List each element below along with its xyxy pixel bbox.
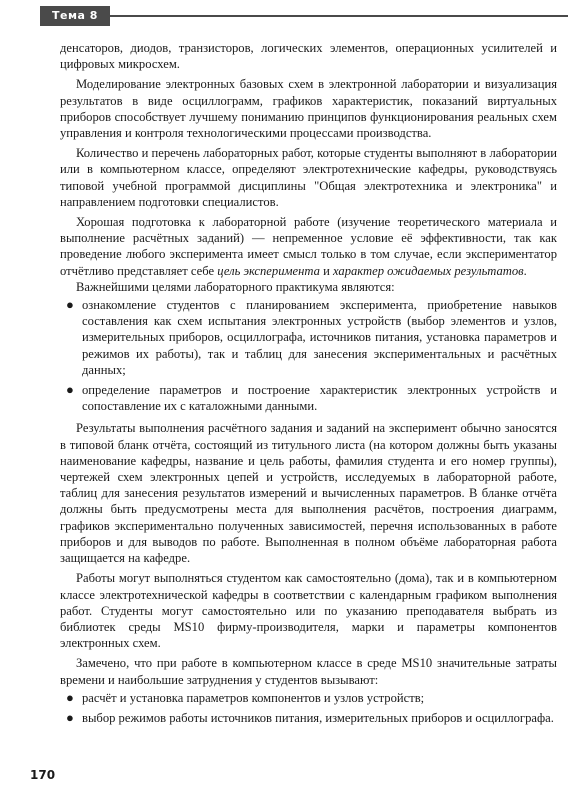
difficulties-list	[60, 690, 557, 726]
paragraph-text: и	[319, 263, 333, 278]
running-header	[40, 6, 568, 26]
list-item-text: ознакомление студентов с планированием эксперимента, приобретение навыков составления как схем испытания электронных устройств (выбор элементов и узлов, измерительных приборов, осциллографа, источников питания, установка параметров и режимов их работы), так и таблиц для занесения экспериментальных и расчётных данных;	[82, 298, 557, 377]
list-item	[60, 382, 557, 414]
paragraph	[60, 214, 557, 279]
paragraph-text: .	[523, 263, 527, 278]
list-item	[60, 710, 557, 726]
chapter-label: Тема 8	[40, 6, 110, 26]
page-body	[60, 40, 557, 732]
list-item-text: выбор режимов работы источников питания, измерительных приборов и осциллографа.	[82, 710, 554, 725]
bullet-icon: ●	[66, 297, 74, 313]
emphasis-text: характер ожидаемых результатов	[332, 263, 524, 278]
emphasis-text: цель эксперимента	[217, 263, 320, 278]
bullet-icon: ●	[66, 689, 74, 705]
paragraph: Результаты выполнения расчётного задания и заданий на эксперимент обычно заносятся в типовой бланк отчёта, состоящий из титульного листа (на котором должны быть указаны наименование кафедры, название и цель работы, фамилия студента и его номер группы), чертежей схем электронных цепей и устройств, исследуемых в лабораторной работе, таблиц для занесения результатов измерений и вычисленных параметров. В бланке отчёта должны быть предусмотрены места для выполнения расчётов, построения диаграмм, графиков экспериментально полученных зависимостей, перечня использованных в работе приборов и для выводов по работе. Выполненная в полном объёме лабораторная работа защищается на кафедре.	[60, 421, 557, 566]
paragraph: Замечено, что при работе в компьютерном классе в среде MS10 значительные затраты времени и наибольшие затруднения у студентов вызывают:	[60, 656, 557, 687]
list-item	[60, 690, 557, 706]
list-item-text: расчёт и установка параметров компонентов и узлов устройств;	[82, 690, 425, 705]
list-item	[60, 297, 557, 378]
paragraph: Работы могут выполняться студентом как самостоятельно (дома), так и в компьютерном классе электротехнической кафедры в соответствии с календарным графиком выполнения работ. Студенты могут самостоятельно или по указанию преподавателя выбрать из библиотек среды MS10 фирму-производителя, марки и параметры компонентов электронных схем.	[60, 571, 557, 651]
paragraph-text: Хорошая подготовка к лабораторной работе (изучение теоретического материала и выполнение расчётных заданий) — непременное условие её эффективности, так как проведение любого эксперимента имеет смысл только в том случае, если экспериментатор отчётливо представляет себе	[60, 215, 557, 278]
goals-list	[60, 297, 557, 414]
bullet-icon: ●	[66, 709, 74, 725]
paragraph: Количество и перечень лабораторных работ, которые студенты выполняют в лаборатории или в компьютерном классе, определяют электротехнические кафедры, руководствуясь типовой учебной программой дисциплины "Общая электротехника и электроника" и направлением подготовки специалистов.	[60, 146, 557, 209]
paragraph: Моделирование электронных базовых схем в электронной лаборатории и визуализация результатов в виде осциллограмм, графиков характеристик, показаний виртуальных приборов способствует лучшему пониманию принципов функционирования реальных схем управления и контроля технологическими процессами производства.	[60, 77, 557, 141]
paragraph: Важнейшими целями лабораторного практикума являются:	[76, 279, 395, 294]
bullet-icon: ●	[66, 382, 74, 398]
page-number: 170	[30, 768, 56, 782]
header-rule	[110, 15, 568, 17]
list-item-text: определение параметров и построение характеристик электронных устройств и сопоставление их с каталожными данными.	[82, 383, 557, 414]
paragraph: денсаторов, диодов, транзисторов, логических элементов, операционных усилителей и цифровых микросхем.	[60, 41, 557, 72]
